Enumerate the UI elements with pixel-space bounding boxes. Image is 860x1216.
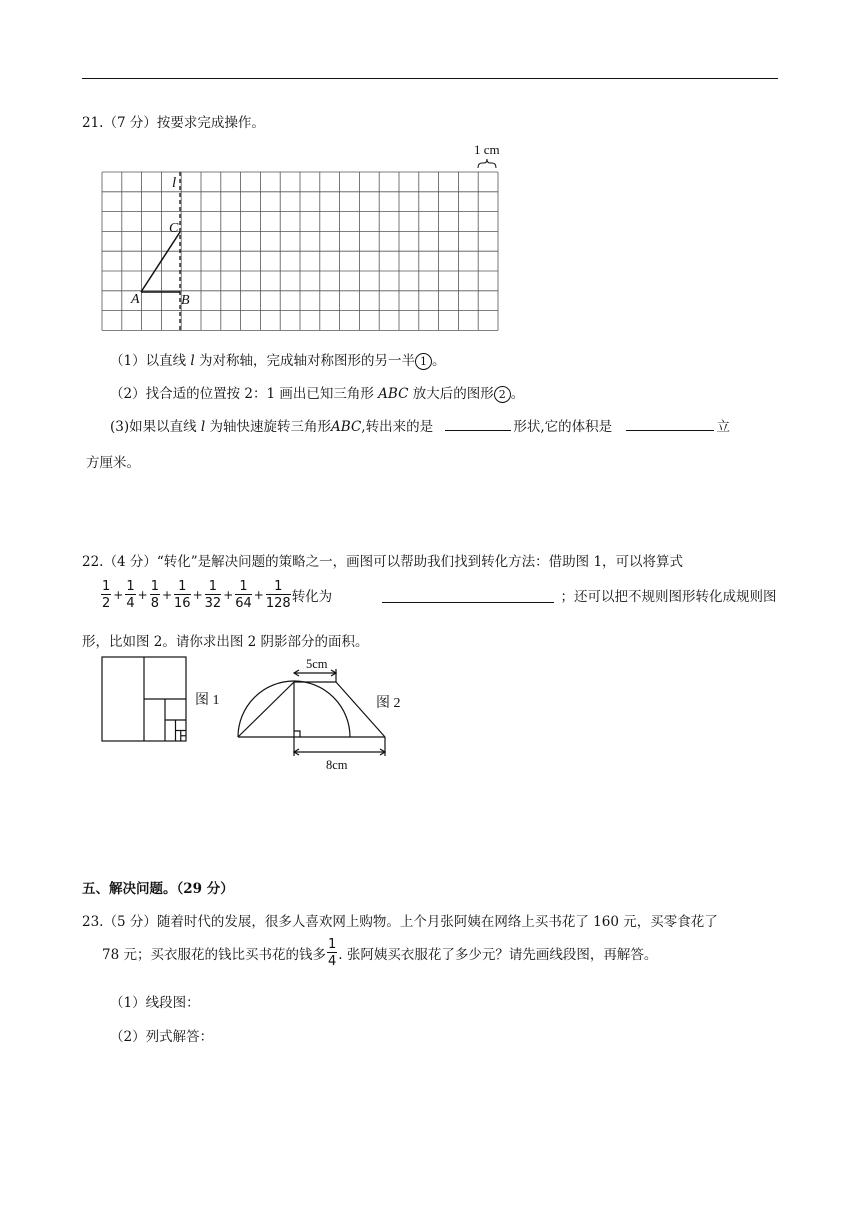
- point-c-label: C: [169, 221, 179, 236]
- plus-sign: +: [137, 588, 148, 602]
- frac-num: 1: [150, 579, 159, 594]
- q21-sub3-abc: ABC: [331, 419, 362, 435]
- q23-number: 23.: [82, 914, 104, 930]
- q23-sub1: （1）线段图：: [110, 995, 200, 1011]
- q21-sub1-text-a: （1）以直线: [110, 353, 187, 369]
- frac-num: 1: [327, 937, 337, 952]
- right-angle-mark: [294, 731, 300, 737]
- q21-sub3-text-c: ,转出来的是: [361, 419, 434, 435]
- point-a-label: A: [131, 292, 140, 307]
- q22-line3: 形，比如图 2。请你求出图 2 阴影部分的面积。: [82, 634, 369, 650]
- circled-number-2: 2: [494, 386, 511, 403]
- circled-number-1: 1: [415, 353, 432, 370]
- q21-sub3-text-d: 形状,它的体积是: [513, 419, 613, 435]
- q23-heading: [82, 910, 718, 930]
- q21-sub3-text-a: (3)如果以直线: [110, 419, 197, 435]
- figure-2: [238, 669, 385, 756]
- frac-den: 128: [265, 596, 291, 611]
- q22-line2-end: ；还可以把不规则图形转化成规则图: [560, 589, 777, 605]
- q21-number: 21.: [82, 115, 104, 131]
- diagonal-line: [238, 682, 294, 737]
- frac-den: 4: [327, 954, 337, 969]
- frac-den: 16: [174, 596, 191, 611]
- frac-num: 1: [126, 579, 135, 594]
- q23-score: （5 分）: [103, 914, 157, 930]
- frac-num: 1: [102, 579, 111, 594]
- point-b-label: B: [181, 293, 190, 308]
- frac-den: 2: [102, 596, 111, 611]
- q21-sub2-text-b: 放大后的图形: [412, 386, 494, 402]
- frac-den: 32: [204, 596, 222, 611]
- frac-den: 4: [126, 596, 135, 611]
- q21-sub3-l: l: [200, 419, 206, 435]
- q23-line2: [102, 938, 657, 968]
- figure-2-label: 图 2: [376, 696, 401, 711]
- q22-number: 22.: [82, 554, 104, 570]
- frac-den: 8: [150, 596, 159, 611]
- figure-1: [102, 657, 186, 741]
- scale-label: 1 cm: [474, 142, 500, 157]
- q21-sub3-text-b: 为轴快速旋转三角形: [209, 419, 332, 435]
- q23-line1: 随着时代的发展，很多人喜欢网上购物。上个月张阿姨在网络上买书花了 160 元，买零食花了: [156, 914, 718, 930]
- fig2-bottom-label: 8cm: [326, 758, 348, 772]
- axis-label: l: [172, 175, 177, 191]
- figure-1-label: 图 1: [195, 693, 220, 708]
- frac-den: 64: [235, 596, 252, 611]
- q21-sub1-l: l: [190, 353, 195, 369]
- q21-sub2-abc: ABC: [378, 386, 409, 402]
- frac-num: 1: [174, 580, 191, 595]
- plus-sign: +: [192, 588, 203, 602]
- q23-sub2: （2）列式解答：: [110, 1029, 214, 1045]
- frac-num: 1: [235, 580, 252, 595]
- plus-sign: +: [161, 588, 173, 602]
- q21-sub3-cont: 方厘米。: [86, 455, 140, 471]
- q23-line2-a: 78 元；买衣服花的钱比买书花的钱多: [102, 947, 326, 963]
- plus-sign: +: [223, 588, 234, 602]
- q21-sub2-end: 。: [510, 386, 525, 402]
- q21-score: （7 分）: [103, 115, 157, 131]
- fraction-1-4-q23: [327, 938, 337, 968]
- section-5-title: 五、解决问题。（29 分）: [82, 881, 234, 897]
- q21-prompt: 按要求完成操作。: [156, 115, 265, 131]
- q22-score: （4 分）: [103, 554, 157, 570]
- plus-sign: +: [253, 588, 264, 602]
- q21-sub3-text-e: 立: [716, 419, 730, 435]
- frac-num: 1: [266, 580, 291, 595]
- plus-sign: +: [113, 588, 124, 602]
- q23-line2-b: . 张阿姨买衣服花了多少元？请先画线段图，再解答。: [338, 947, 658, 963]
- q21-sub1-text-b: 为对称轴，完成轴对称图形的另一半: [199, 353, 416, 369]
- q21-sub1-end: 。: [432, 353, 446, 369]
- q22-line2-mid: 转化为: [291, 589, 333, 605]
- fig2-top-label: 5cm: [306, 657, 328, 671]
- q22-line1: “转化”是解决问题的策略之一，画图可以帮助我们找到转化方法：借助图 1，可以将算式: [156, 554, 684, 570]
- frac-num: 1: [205, 580, 222, 595]
- q21-sub2-text-a: （2）找合适的位置按 2：1 画出已知三角形: [110, 386, 374, 402]
